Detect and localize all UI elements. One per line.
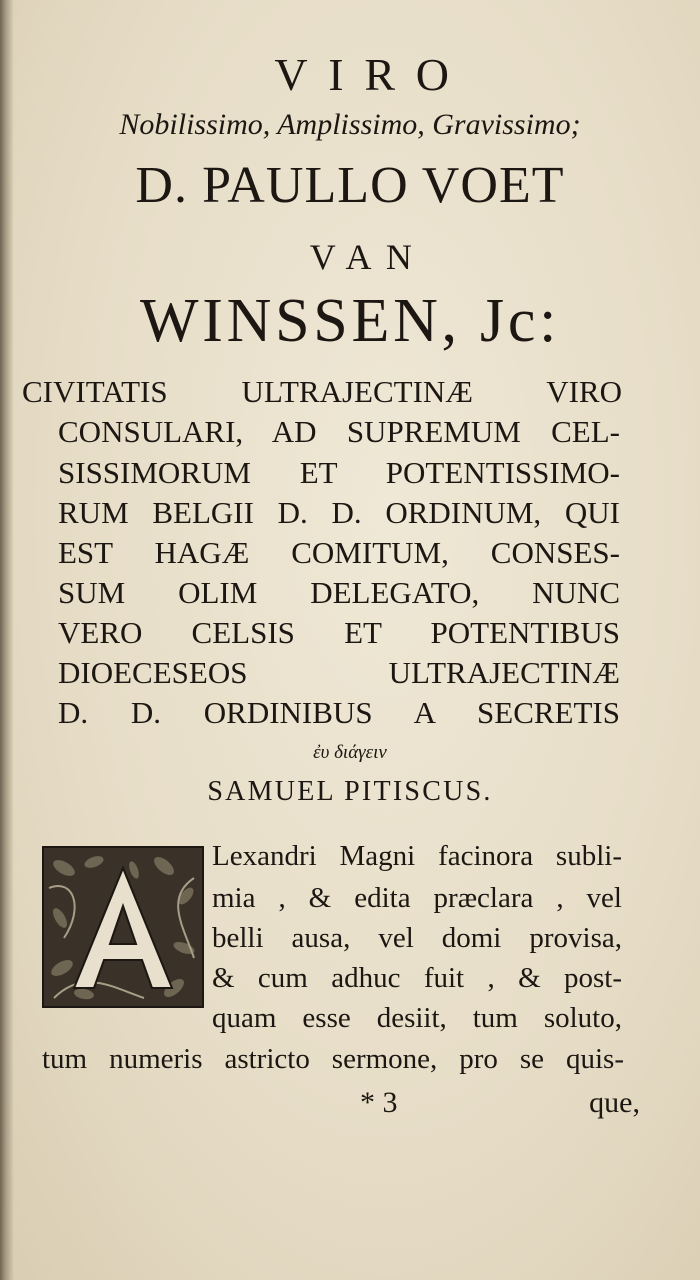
dedication-line: CONSULARI, AD SUPREMUM CEL- <box>58 414 620 449</box>
dedication-line: D. D. ORDINIBUS A SECRETIS <box>58 695 620 730</box>
dedication-line: VERO CELSIS ET POTENTIBUS <box>58 615 620 650</box>
foliage-ornament-icon <box>44 848 202 1006</box>
dedication-epithets: Nobilissimo, Amplissimo, Gravissimo; <box>119 108 581 141</box>
ornamental-initial <box>42 846 204 1008</box>
dedication-greek: ἐυ διάγειν <box>313 742 387 763</box>
dedication-van: VAN <box>309 237 427 277</box>
dedication-author: SAMUEL PITISCUS. <box>207 776 493 807</box>
signature-mark: * 3 <box>360 1086 398 1119</box>
text-line: tum numeris astricto sermone, pro se quis- <box>42 1043 624 1075</box>
dedication-winssen: WINSSEN, Jc: <box>139 287 561 355</box>
text-line: mia , & edita præclara , vel <box>212 882 622 914</box>
text-line: belli ausa, vel domi provisa, <box>212 922 622 954</box>
text-line: quam esse desiit, tum soluto, <box>212 1002 622 1034</box>
dedication-line: RUM BELGII D. D. ORDINUM, QUI <box>58 495 620 530</box>
dedication-line: EST HAGÆ COMITUM, CONSES- <box>58 535 620 570</box>
dedication-line: SISSIMORUM ET POTENTISSIMO- <box>58 455 620 490</box>
dedication-name: D. PAULLO VOET <box>135 157 565 214</box>
text-line: Lexandri Magni facinora subli- <box>212 840 622 872</box>
catchword: que, <box>589 1086 640 1119</box>
dedication-viro: VIRO <box>274 49 470 100</box>
text-line: & cum adhuc fuit , & post- <box>212 962 622 994</box>
dedication-line: SUM OLIM DELEGATO, NUNC <box>58 575 620 610</box>
dedication-line: DIOECESEOS ULTRAJECTINÆ <box>58 655 620 690</box>
dedication-line: CIVITATIS ULTRAJECTINÆ VIRO <box>22 374 622 409</box>
